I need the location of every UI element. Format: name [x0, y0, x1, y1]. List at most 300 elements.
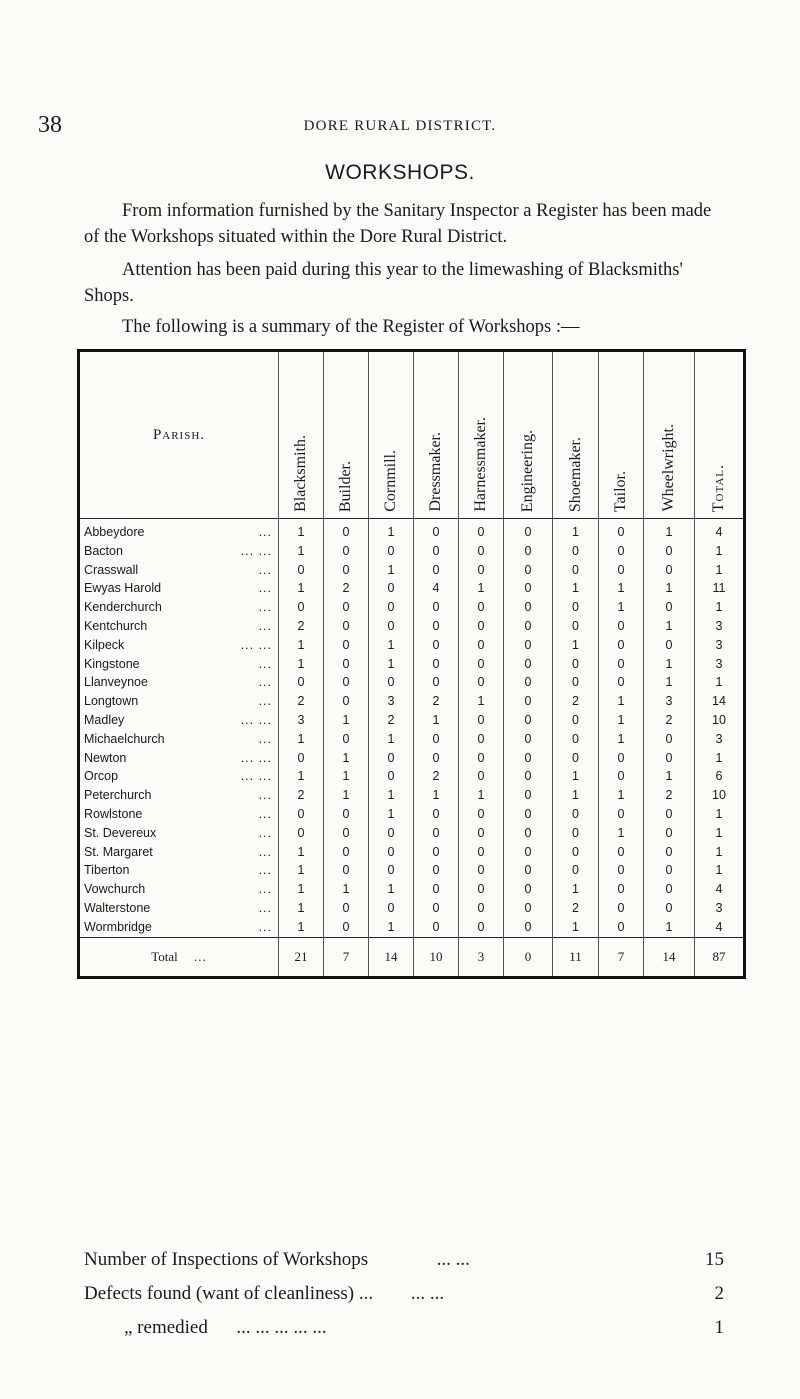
- count-cell: 0: [553, 805, 599, 824]
- count-cell: 1: [279, 918, 324, 937]
- count-cell: 0: [504, 579, 553, 598]
- total-cell: 14: [369, 937, 414, 977]
- count-cell: 1: [459, 786, 504, 805]
- count-cell: 0: [644, 880, 695, 899]
- row-total-cell: 3: [695, 636, 745, 655]
- count-cell: 1: [279, 636, 324, 655]
- count-cell: 0: [324, 843, 369, 862]
- column-header-parish: Parish.: [79, 351, 279, 519]
- count-cell: 1: [599, 598, 644, 617]
- column-header: Engineering.: [504, 351, 553, 519]
- count-cell: 0: [504, 542, 553, 561]
- count-cell: 1: [369, 805, 414, 824]
- count-cell: 0: [644, 824, 695, 843]
- count-cell: 0: [459, 730, 504, 749]
- count-cell: 1: [279, 655, 324, 674]
- row-total-cell: 1: [695, 598, 745, 617]
- row-total-cell: 1: [695, 843, 745, 862]
- count-cell: 0: [414, 805, 459, 824]
- count-cell: 0: [644, 899, 695, 918]
- count-cell: 1: [369, 880, 414, 899]
- count-cell: 0: [459, 861, 504, 880]
- table-row: [79, 519, 745, 542]
- table-row: [79, 636, 745, 655]
- table-row: [79, 561, 745, 580]
- parish-name-cell: Llanveynoe ...: [79, 673, 279, 692]
- table-row: [79, 824, 745, 843]
- count-cell: 0: [504, 918, 553, 937]
- row-total-cell: 3: [695, 655, 745, 674]
- count-cell: 1: [459, 579, 504, 598]
- count-cell: 0: [599, 655, 644, 674]
- count-cell: 0: [504, 561, 553, 580]
- total-cell: 3: [459, 937, 504, 977]
- count-cell: 2: [553, 692, 599, 711]
- summary-dots: ... ...: [410, 1283, 445, 1304]
- parish-name-cell: Kingstone ...: [79, 655, 279, 674]
- count-cell: 0: [324, 673, 369, 692]
- count-cell: 1: [369, 918, 414, 937]
- row-total-cell: 10: [695, 786, 745, 805]
- count-cell: 0: [324, 655, 369, 674]
- count-cell: 0: [279, 598, 324, 617]
- count-cell: 1: [553, 786, 599, 805]
- count-cell: 0: [459, 918, 504, 937]
- count-cell: 0: [369, 579, 414, 598]
- count-cell: 0: [553, 673, 599, 692]
- count-cell: 0: [324, 519, 369, 542]
- count-cell: 1: [599, 824, 644, 843]
- row-total-cell: 3: [695, 730, 745, 749]
- count-cell: 1: [553, 918, 599, 937]
- count-cell: 1: [279, 579, 324, 598]
- count-cell: 1: [644, 673, 695, 692]
- column-header: Harnessmaker.: [459, 351, 504, 519]
- parish-name-cell: Crasswall ...: [79, 561, 279, 580]
- count-cell: 3: [279, 711, 324, 730]
- count-cell: 1: [324, 749, 369, 768]
- table-row: [79, 843, 745, 862]
- count-cell: 0: [279, 561, 324, 580]
- count-cell: 1: [279, 880, 324, 899]
- count-cell: 0: [324, 636, 369, 655]
- row-total-cell: 1: [695, 561, 745, 580]
- count-cell: 0: [459, 655, 504, 674]
- count-cell: 0: [414, 880, 459, 899]
- count-cell: 1: [599, 579, 644, 598]
- count-cell: 3: [369, 692, 414, 711]
- count-cell: 0: [459, 561, 504, 580]
- count-cell: 0: [644, 561, 695, 580]
- count-cell: 2: [369, 711, 414, 730]
- table-row: [79, 692, 745, 711]
- count-cell: 0: [599, 636, 644, 655]
- count-cell: 0: [599, 767, 644, 786]
- count-cell: 1: [644, 918, 695, 937]
- parish-name-cell: Kenderchurch ...: [79, 598, 279, 617]
- count-cell: 0: [279, 805, 324, 824]
- count-cell: 2: [414, 767, 459, 786]
- count-cell: 1: [369, 655, 414, 674]
- page-number: 38: [38, 112, 62, 138]
- count-cell: 0: [414, 843, 459, 862]
- count-cell: 0: [504, 730, 553, 749]
- count-cell: 0: [414, 861, 459, 880]
- table-row: [79, 542, 745, 561]
- count-cell: 0: [504, 767, 553, 786]
- count-cell: 0: [369, 673, 414, 692]
- count-cell: 0: [599, 617, 644, 636]
- count-cell: 1: [324, 786, 369, 805]
- count-cell: 0: [599, 561, 644, 580]
- table-row: [79, 579, 745, 598]
- count-cell: 1: [279, 730, 324, 749]
- count-cell: 1: [279, 519, 324, 542]
- total-cell: 14: [644, 937, 695, 977]
- count-cell: 0: [504, 861, 553, 880]
- count-cell: 1: [644, 767, 695, 786]
- count-cell: 1: [369, 636, 414, 655]
- count-cell: 0: [414, 730, 459, 749]
- count-cell: 0: [459, 617, 504, 636]
- count-cell: 0: [504, 843, 553, 862]
- count-cell: 1: [553, 767, 599, 786]
- count-cell: 0: [599, 861, 644, 880]
- total-cell: 10: [414, 937, 459, 977]
- count-cell: 2: [644, 711, 695, 730]
- count-cell: 0: [414, 636, 459, 655]
- count-cell: 1: [279, 861, 324, 880]
- total-cell: 7: [324, 937, 369, 977]
- count-cell: 0: [414, 673, 459, 692]
- count-cell: 0: [414, 542, 459, 561]
- count-cell: 0: [553, 542, 599, 561]
- row-total-cell: 10: [695, 711, 745, 730]
- parish-name-cell: Peterchurch ...: [79, 786, 279, 805]
- count-cell: 2: [644, 786, 695, 805]
- table-row: [79, 786, 745, 805]
- count-cell: 0: [504, 519, 553, 542]
- summary-dots: ... ... ... ... ...: [236, 1317, 327, 1338]
- count-cell: 0: [459, 805, 504, 824]
- count-cell: 1: [369, 786, 414, 805]
- count-cell: 1: [414, 786, 459, 805]
- count-cell: 0: [644, 730, 695, 749]
- count-cell: 0: [369, 767, 414, 786]
- row-total-cell: 3: [695, 899, 745, 918]
- column-header: Tailor.: [599, 351, 644, 519]
- count-cell: 1: [279, 899, 324, 918]
- table-row: [79, 730, 745, 749]
- count-cell: 0: [599, 805, 644, 824]
- paragraph-summary-lead: The following is a summary of the Register of Workshops :—: [122, 317, 580, 337]
- count-cell: 0: [599, 749, 644, 768]
- column-header: Blacksmith.: [279, 351, 324, 519]
- count-cell: 2: [414, 692, 459, 711]
- count-cell: 0: [599, 899, 644, 918]
- count-cell: 0: [459, 899, 504, 918]
- table-row: [79, 880, 745, 899]
- count-cell: 0: [414, 824, 459, 843]
- count-cell: 0: [459, 824, 504, 843]
- count-cell: 0: [414, 655, 459, 674]
- row-total-cell: 1: [695, 861, 745, 880]
- count-cell: 1: [369, 730, 414, 749]
- count-cell: 1: [553, 579, 599, 598]
- parish-name-cell: Abbeydore ...: [79, 519, 279, 542]
- grand-total-cell: 87: [695, 937, 745, 977]
- count-cell: 1: [279, 542, 324, 561]
- count-cell: 0: [279, 673, 324, 692]
- count-cell: 0: [414, 918, 459, 937]
- count-cell: 2: [324, 579, 369, 598]
- count-cell: 1: [279, 843, 324, 862]
- count-cell: 0: [279, 749, 324, 768]
- count-cell: 1: [599, 730, 644, 749]
- parish-name-cell: Michaelchurch ...: [79, 730, 279, 749]
- count-cell: 2: [279, 692, 324, 711]
- count-cell: 0: [414, 598, 459, 617]
- count-cell: 0: [553, 598, 599, 617]
- table-row: [79, 918, 745, 937]
- table-header-row: [79, 351, 745, 519]
- table-row: [79, 749, 745, 768]
- count-cell: 2: [279, 617, 324, 636]
- column-header: Dressmaker.: [414, 351, 459, 519]
- count-cell: 1: [553, 880, 599, 899]
- table-total-row: [79, 937, 745, 977]
- count-cell: 0: [504, 673, 553, 692]
- count-cell: 1: [369, 519, 414, 542]
- count-cell: 0: [553, 843, 599, 862]
- count-cell: 0: [599, 843, 644, 862]
- count-cell: 0: [599, 519, 644, 542]
- count-cell: 0: [644, 805, 695, 824]
- table-row: [79, 673, 745, 692]
- count-cell: 0: [369, 598, 414, 617]
- count-cell: 0: [414, 519, 459, 542]
- table-row: [79, 617, 745, 636]
- summary-dots: ... ...: [436, 1249, 470, 1270]
- count-cell: 0: [504, 692, 553, 711]
- count-cell: 0: [324, 617, 369, 636]
- count-cell: 0: [459, 673, 504, 692]
- count-cell: 0: [414, 561, 459, 580]
- table-row: [79, 767, 745, 786]
- summary-value: 2: [714, 1283, 724, 1304]
- count-cell: 0: [504, 711, 553, 730]
- paragraph-intro: From information furnished by the Sanitary Inspector a Register has been made of the Workshops situated within the Dore Rural District.: [84, 201, 712, 247]
- parish-name-cell: Orcop ... ...: [79, 767, 279, 786]
- count-cell: 0: [369, 749, 414, 768]
- row-total-cell: 1: [695, 673, 745, 692]
- table-row: [79, 655, 745, 674]
- count-cell: 0: [414, 899, 459, 918]
- table-body: [79, 519, 745, 938]
- count-cell: 2: [279, 786, 324, 805]
- count-cell: 0: [644, 598, 695, 617]
- count-cell: 0: [369, 861, 414, 880]
- total-cell: 7: [599, 937, 644, 977]
- count-cell: 0: [369, 824, 414, 843]
- count-cell: 0: [369, 899, 414, 918]
- count-cell: 0: [644, 861, 695, 880]
- count-cell: 1: [459, 692, 504, 711]
- table-row: [79, 899, 745, 918]
- count-cell: 0: [504, 655, 553, 674]
- count-cell: 0: [459, 880, 504, 899]
- count-cell: 1: [324, 767, 369, 786]
- count-cell: 0: [504, 880, 553, 899]
- count-cell: 0: [369, 843, 414, 862]
- count-cell: 0: [553, 730, 599, 749]
- parish-name-cell: Ewyas Harold ...: [79, 579, 279, 598]
- count-cell: 2: [553, 899, 599, 918]
- count-cell: 0: [459, 542, 504, 561]
- row-total-cell: 1: [695, 749, 745, 768]
- count-cell: 0: [504, 899, 553, 918]
- count-cell: 0: [459, 636, 504, 655]
- count-cell: 1: [279, 767, 324, 786]
- count-cell: 0: [553, 861, 599, 880]
- count-cell: 0: [459, 749, 504, 768]
- total-cell: 0: [504, 937, 553, 977]
- total-cell: 11: [553, 937, 599, 977]
- count-cell: 0: [504, 636, 553, 655]
- parish-name-cell: Tiberton ...: [79, 861, 279, 880]
- count-cell: 0: [414, 617, 459, 636]
- parish-name-cell: Longtown ...: [79, 692, 279, 711]
- count-cell: 0: [414, 749, 459, 768]
- parish-name-cell: Walterstone ...: [79, 899, 279, 918]
- row-total-cell: 4: [695, 519, 745, 542]
- count-cell: 1: [599, 692, 644, 711]
- count-cell: 0: [324, 899, 369, 918]
- count-cell: 0: [599, 673, 644, 692]
- row-total-cell: 14: [695, 692, 745, 711]
- count-cell: 0: [644, 542, 695, 561]
- count-cell: 0: [504, 824, 553, 843]
- count-cell: 0: [644, 843, 695, 862]
- row-total-cell: 1: [695, 805, 745, 824]
- count-cell: 0: [504, 617, 553, 636]
- count-cell: 0: [553, 749, 599, 768]
- parish-name-cell: Madley ... ...: [79, 711, 279, 730]
- summary-value: 1: [714, 1317, 724, 1338]
- column-header: Cornmill.: [369, 351, 414, 519]
- table-row: [79, 598, 745, 617]
- count-cell: 0: [324, 598, 369, 617]
- column-header-total: Total.: [695, 351, 745, 519]
- count-cell: 0: [459, 843, 504, 862]
- count-cell: 0: [553, 824, 599, 843]
- count-cell: 0: [459, 598, 504, 617]
- count-cell: 1: [369, 561, 414, 580]
- count-cell: 0: [324, 730, 369, 749]
- count-cell: 1: [644, 579, 695, 598]
- count-cell: 0: [324, 861, 369, 880]
- count-cell: 0: [644, 636, 695, 655]
- summary-label: Defects found (want of cleanliness) ...: [84, 1283, 374, 1304]
- parish-name-cell: Kentchurch ...: [79, 617, 279, 636]
- count-cell: 0: [504, 749, 553, 768]
- table-row: [79, 711, 745, 730]
- count-cell: 0: [369, 542, 414, 561]
- count-cell: 1: [553, 519, 599, 542]
- table-row: [79, 805, 745, 824]
- count-cell: 1: [324, 711, 369, 730]
- count-cell: 0: [553, 711, 599, 730]
- parish-name-cell: Vowchurch ...: [79, 880, 279, 899]
- parish-name-cell: Kilpeck ... ...: [79, 636, 279, 655]
- count-cell: 0: [553, 655, 599, 674]
- count-cell: 0: [324, 805, 369, 824]
- table-row: [79, 861, 745, 880]
- count-cell: 0: [324, 824, 369, 843]
- count-cell: 0: [504, 786, 553, 805]
- count-cell: 3: [644, 692, 695, 711]
- paragraph-limewashing: Attention has been paid during this year to the limewashing of Blacksmiths' Shops.: [84, 260, 683, 306]
- count-cell: 0: [459, 711, 504, 730]
- count-cell: 1: [599, 711, 644, 730]
- summary-label: Number of Inspections of Workshops: [84, 1249, 369, 1270]
- column-header: Builder.: [324, 351, 369, 519]
- parish-name-cell: Rowlstone ...: [79, 805, 279, 824]
- parish-name-cell: St. Devereux ...: [79, 824, 279, 843]
- count-cell: 1: [414, 711, 459, 730]
- count-cell: 0: [324, 542, 369, 561]
- count-cell: 0: [279, 824, 324, 843]
- count-cell: 4: [414, 579, 459, 598]
- count-cell: 0: [459, 519, 504, 542]
- row-total-cell: 11: [695, 579, 745, 598]
- parish-name-cell: St. Margaret ...: [79, 843, 279, 862]
- count-cell: 0: [599, 918, 644, 937]
- row-total-cell: 1: [695, 824, 745, 843]
- count-cell: 1: [324, 880, 369, 899]
- row-total-cell: 6: [695, 767, 745, 786]
- count-cell: 0: [599, 542, 644, 561]
- count-cell: 0: [324, 918, 369, 937]
- row-total-cell: 4: [695, 880, 745, 899]
- running-head: DORE RURAL DISTRICT.: [303, 118, 497, 134]
- section-title: WORKSHOPS.: [325, 161, 475, 184]
- row-total-cell: 4: [695, 918, 745, 937]
- count-cell: 1: [553, 636, 599, 655]
- count-cell: 0: [324, 692, 369, 711]
- total-row-label: Total ...: [79, 937, 279, 977]
- summary-value: 15: [705, 1249, 724, 1270]
- count-cell: 0: [369, 617, 414, 636]
- column-header: Wheelwright.: [644, 351, 695, 519]
- summary-label: „ remedied: [124, 1317, 208, 1338]
- count-cell: 0: [599, 880, 644, 899]
- count-cell: 0: [324, 561, 369, 580]
- count-cell: 1: [599, 786, 644, 805]
- count-cell: 1: [644, 617, 695, 636]
- count-cell: 1: [644, 519, 695, 542]
- parish-name-cell: Wormbridge ...: [79, 918, 279, 937]
- row-total-cell: 1: [695, 542, 745, 561]
- row-total-cell: 3: [695, 617, 745, 636]
- column-header: Shoemaker.: [553, 351, 599, 519]
- parish-name-cell: Bacton ... ...: [79, 542, 279, 561]
- count-cell: 0: [553, 561, 599, 580]
- count-cell: 0: [644, 749, 695, 768]
- total-cell: 21: [279, 937, 324, 977]
- count-cell: 0: [504, 805, 553, 824]
- workshops-register-table: [77, 349, 746, 979]
